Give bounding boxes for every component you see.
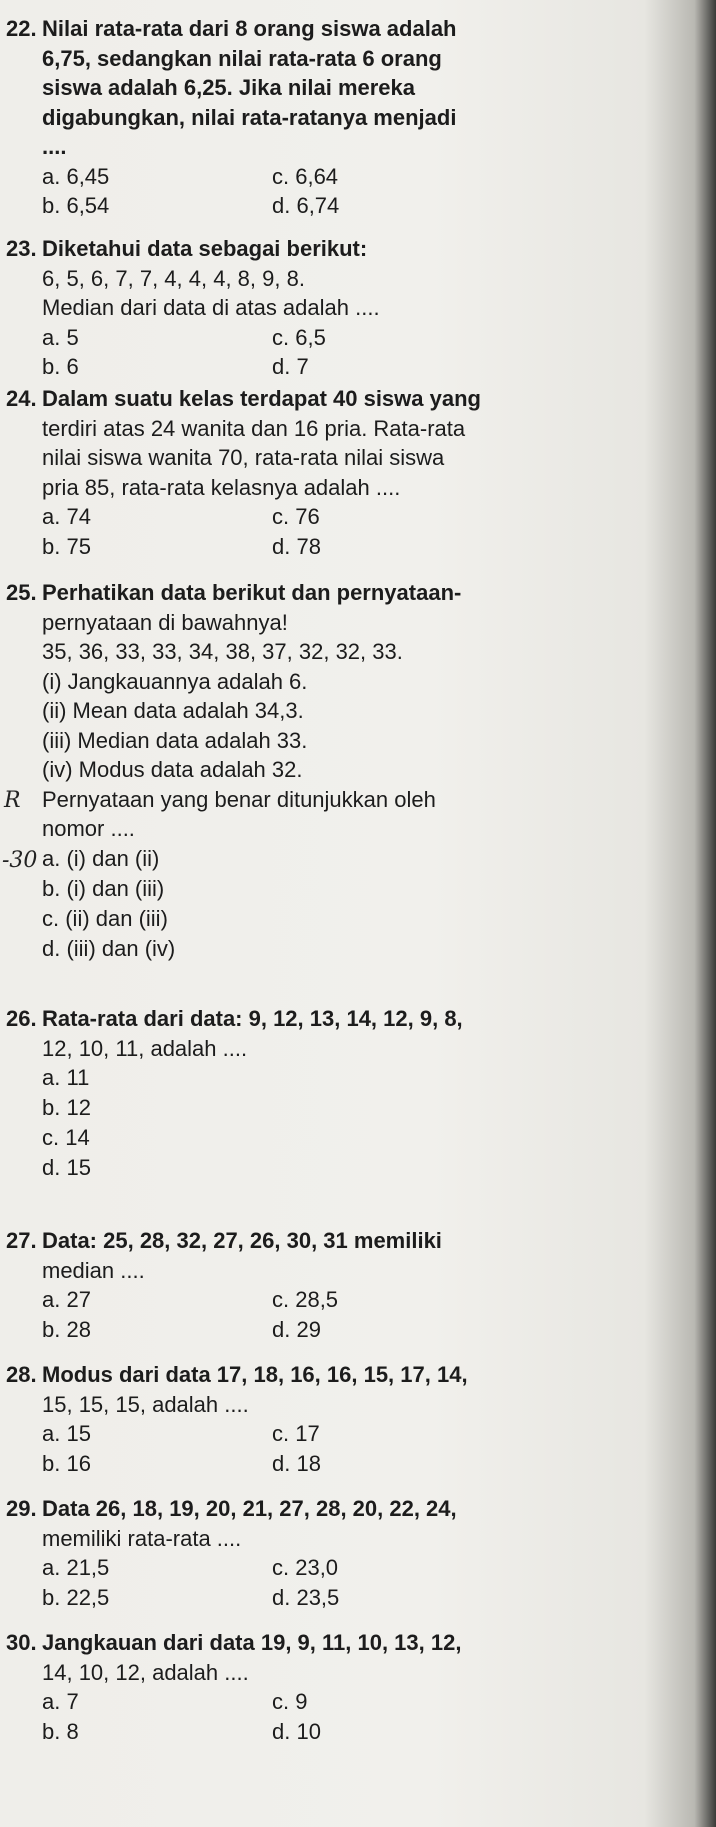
option-c[interactable]: c. 17 <box>272 1421 320 1446</box>
options <box>42 502 696 561</box>
question-number: 27. <box>6 1228 37 1253</box>
question-number: 25. <box>6 580 37 605</box>
question-number: 24. <box>6 386 37 411</box>
question-stem <box>42 1628 696 1658</box>
option-d[interactable]: d. 23,5 <box>272 1584 340 1610</box>
options <box>42 162 696 221</box>
stem-line: Nilai rata-rata dari 8 orang siswa adalah <box>42 16 457 41</box>
question-30 <box>6 1628 696 1746</box>
options <box>42 1553 696 1612</box>
stem-line: Data 26, 18, 19, 20, 21, 27, 28, 20, 22, 24, <box>42 1496 457 1521</box>
prompt-line: nomor .... <box>42 816 135 841</box>
stem-line: Jangkauan dari data 19, 9, 11, 10, 13, 12, <box>42 1630 462 1655</box>
options <box>42 1687 696 1746</box>
option-c[interactable]: c. 14 <box>42 1125 90 1150</box>
option-c[interactable]: c. 28,5 <box>272 1287 339 1312</box>
question-stem <box>42 1226 696 1256</box>
stem-line: Dalam suatu kelas terdapat 40 siswa yang <box>42 386 481 411</box>
question-number: 30. <box>6 1630 37 1655</box>
statement-iv: (iv) Modus data adalah 32. <box>42 757 303 782</box>
stem-line: digabungkan, nilai rata-ratanya menjadi <box>42 104 457 130</box>
option-c[interactable]: c. 6,64 <box>272 163 339 189</box>
stem-line: 15, 15, 15, adalah .... <box>42 1391 249 1417</box>
option-a[interactable]: a. 6,45 <box>42 163 110 189</box>
option-b[interactable]: b. 22,5 <box>42 1584 110 1610</box>
option-d[interactable]: d. (iii) dan (iv) <box>42 935 176 961</box>
question-27 <box>6 1226 696 1344</box>
option-b[interactable]: b. (i) dan (iii) <box>42 875 165 901</box>
option-d[interactable]: d. 15 <box>42 1155 91 1180</box>
statement-iii: (iii) Median data adalah 33. <box>42 727 308 753</box>
option-b[interactable]: b. 6,54 <box>42 193 110 218</box>
option-c[interactable]: c. 23,0 <box>272 1555 339 1580</box>
option-b[interactable]: b. 28 <box>42 1316 91 1342</box>
stem-line: median .... <box>42 1257 145 1283</box>
stem-line: Rata-rata dari data: 9, 12, 13, 14, 12, 9, 8, <box>42 1006 463 1031</box>
question-stem <box>42 14 696 162</box>
option-a[interactable]: a. 7 <box>42 1689 79 1714</box>
option-c[interactable]: c. 6,5 <box>272 324 326 350</box>
question-stem <box>42 1004 696 1034</box>
stem-line: Median dari data di atas adalah .... <box>42 295 380 320</box>
option-c[interactable]: c. (ii) dan (iii) <box>42 905 168 931</box>
question-stem <box>42 1360 696 1390</box>
question-29 <box>6 1494 696 1612</box>
option-a[interactable]: a. 5 <box>42 324 79 350</box>
question-number: 23. <box>6 236 37 261</box>
stem-line: pria 85, rata-rata kelasnya adalah .... <box>42 474 401 500</box>
stem-line: Data: 25, 28, 32, 27, 26, 30, 31 memiliki <box>42 1228 442 1253</box>
option-b[interactable]: b. 12 <box>42 1095 91 1120</box>
question-28 <box>6 1360 696 1478</box>
option-b[interactable]: b. 75 <box>42 533 91 559</box>
option-a[interactable]: a. (i) dan (ii) <box>42 845 160 871</box>
question-22 <box>6 14 696 221</box>
stem-line: Diketahui data sebagai berikut: <box>42 236 368 261</box>
prompt-line: Pernyataan yang benar ditunjukkan oleh <box>42 786 436 812</box>
options <box>42 1419 696 1478</box>
question-24 <box>6 384 696 561</box>
option-d[interactable]: d. 6,74 <box>272 193 340 218</box>
option-c[interactable]: c. 76 <box>272 504 320 529</box>
stem-line: terdiri atas 24 wanita dan 16 pria. Rata-rata <box>42 415 466 441</box>
option-c[interactable]: c. 9 <box>272 1689 308 1714</box>
option-d[interactable]: d. 7 <box>272 354 309 379</box>
option-a[interactable]: a. 27 <box>42 1287 91 1312</box>
question-number: 29. <box>6 1496 37 1521</box>
stem-line: Perhatikan data berikut dan pernyataan- <box>42 580 462 605</box>
option-a[interactable]: a. 11 <box>42 1065 90 1090</box>
statement-i: (i) Jangkauannya adalah 6. <box>42 668 308 694</box>
option-d[interactable]: d. 10 <box>272 1718 321 1744</box>
option-b[interactable]: b. 16 <box>42 1450 91 1476</box>
option-b[interactable]: b. 6 <box>42 354 79 379</box>
data-line: 35, 36, 33, 33, 34, 38, 37, 32, 32, 33. <box>42 639 403 664</box>
question-stem <box>42 578 696 608</box>
stem-line: memiliki rata-rata .... <box>42 1525 242 1551</box>
option-a[interactable]: a. 21,5 <box>42 1555 110 1580</box>
option-a[interactable]: a. 15 <box>42 1421 91 1446</box>
question-number: 28. <box>6 1362 37 1387</box>
stem-line: siswa adalah 6,25. Jika nilai mereka <box>42 75 416 100</box>
options <box>42 1285 696 1344</box>
stem-line: 14, 10, 12, adalah .... <box>42 1659 249 1685</box>
question-number: 22. <box>6 16 37 41</box>
stem-line: 6,75, sedangkan nilai rata-rata 6 orang <box>42 45 442 71</box>
question-number: 26. <box>6 1006 37 1031</box>
handwritten-mark: R <box>4 788 21 813</box>
option-d[interactable]: d. 18 <box>272 1450 321 1476</box>
data-line: 6, 5, 6, 7, 7, 4, 4, 4, 8, 9, 8. <box>42 265 305 291</box>
question-stem <box>42 384 696 414</box>
statement-ii: (ii) Mean data adalah 34,3. <box>42 698 304 723</box>
options <box>42 1063 696 1183</box>
question-stem <box>42 1494 696 1524</box>
question-25 <box>2 578 696 964</box>
handwritten-mark: -30 <box>2 848 38 873</box>
stem-line: Modus dari data 17, 18, 16, 16, 15, 17, 14, <box>42 1362 468 1387</box>
options <box>42 323 696 382</box>
question-stem <box>42 234 696 264</box>
stem-line: .... <box>42 134 67 159</box>
option-b[interactable]: b. 8 <box>42 1718 79 1744</box>
option-d[interactable]: d. 29 <box>272 1316 321 1342</box>
stem-line: 12, 10, 11, adalah .... <box>42 1035 248 1061</box>
question-23 <box>6 234 696 382</box>
option-d[interactable]: d. 78 <box>272 533 321 559</box>
options <box>42 844 696 964</box>
option-a[interactable]: a. 74 <box>42 504 91 529</box>
question-26 <box>6 1004 696 1183</box>
stem-line: pernyataan di bawahnya! <box>42 609 288 635</box>
stem-line: nilai siswa wanita 70, rata-rata nilai siswa <box>42 445 445 470</box>
